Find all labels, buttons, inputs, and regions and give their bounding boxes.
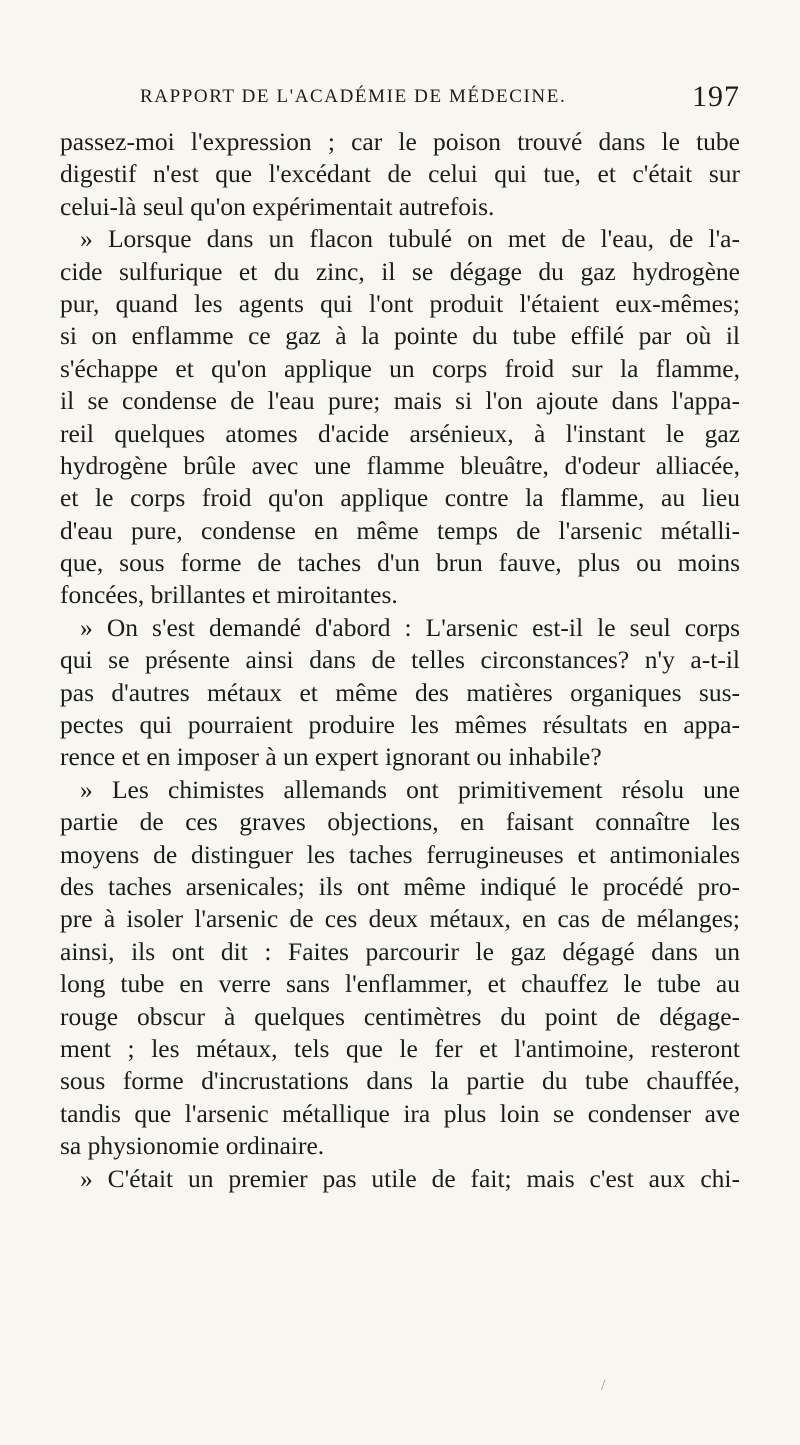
text-line: tandis que l'arsenic métallique ira plus loin se condenser ave [60, 1098, 740, 1128]
text-line: si on enflamme ce gaz à la pointe du tube effilé par où il [60, 321, 740, 351]
text-line: » Les chimistes allemands ont primitivement résolu une [80, 774, 740, 804]
text-line: rouge obscur à quelques centimètres du point de dégage- [60, 1001, 740, 1031]
page-number: 197 [692, 80, 740, 113]
running-head [140, 80, 740, 120]
text-line: hydrogène brûle avec une flamme bleuâtre, d'odeur alliacée, [60, 450, 740, 480]
text-line: digestif n'est que l'excédant de celui qui tue, et c'était sur [60, 159, 740, 189]
text-line: cide sulfurique et du zinc, il se dégage du gaz hydrogène [60, 256, 740, 286]
text-line: ment ; les métaux, tels que le fer et l'antimoine, resteront [60, 1033, 740, 1063]
text-line: passez-moi l'expression ; car le poison trouvé dans le tube [60, 127, 740, 156]
text-line: pectes qui pourraient produire les mêmes résultats en appa- [60, 710, 740, 740]
text-line: reil quelques atomes d'acide arsénieux, à l'instant le gaz [60, 418, 740, 448]
text-line: moyens de distinguer les taches ferrugineuses et antimoniales [60, 839, 740, 869]
text-line: rence et en imposer à un expert ignorant ou inhabile? [60, 742, 602, 772]
text-line: et le corps froid qu'on applique contre la flamme, au lieu [60, 483, 740, 513]
text-line: » On s'est demandé d'abord : L'arsenic est-il le seul corps [80, 612, 740, 642]
text-line: des taches arsenicales; ils ont même indiqué le procédé pro- [60, 871, 740, 901]
text-line: pas d'autres métaux et même des matières organiques sus- [60, 677, 740, 707]
stray-mark: / [601, 1377, 606, 1394]
running-title: RAPPORT DE L'ACADÉMIE DE MÉDECINE. [140, 86, 567, 107]
text-line: sous forme d'incrustations dans la partie du tube chauffée, [60, 1066, 740, 1096]
text-line: celui-là seul qu'on expérimentait autrefois. [60, 191, 495, 221]
text-line: » C'était un premier pas utile de fait; mais c'est aux chi- [80, 1163, 740, 1193]
text-line: foncées, brillantes et miroitantes. [60, 580, 398, 610]
text-line: pur, quand les agents qui l'ont produit l'étaient eux-mêmes; [60, 288, 740, 318]
text-line: d'eau pure, condense en même temps de l'arsenic métalli- [60, 515, 740, 545]
text-line: sa physionomie ordinaire. [60, 1131, 325, 1161]
text-line: partie de ces graves objections, en faisant connaître les [60, 807, 740, 837]
text-line: ainsi, ils ont dit : Faites parcourir le gaz dégagé dans un [60, 936, 740, 966]
text-line: que, sous forme de taches d'un brun fauve, plus ou moins [60, 548, 740, 578]
text-line: qui se présente ainsi dans de telles circonstances? n'y a-t-il [60, 645, 740, 675]
text-line: » Lorsque dans un flacon tubulé on met de l'eau, de l'a- [80, 224, 740, 254]
text-line: long tube en verre sans l'enflammer, et chauffez le tube au [60, 969, 740, 999]
body-text [60, 126, 740, 1195]
text-line: s'échappe et qu'on applique un corps froid sur la flamme, [60, 353, 740, 383]
text-line: pre à isoler l'arsenic de ces deux métaux, en cas de mélanges; [60, 904, 740, 934]
text-line: il se condense de l'eau pure; mais si l'on ajoute dans l'appa- [60, 386, 740, 416]
